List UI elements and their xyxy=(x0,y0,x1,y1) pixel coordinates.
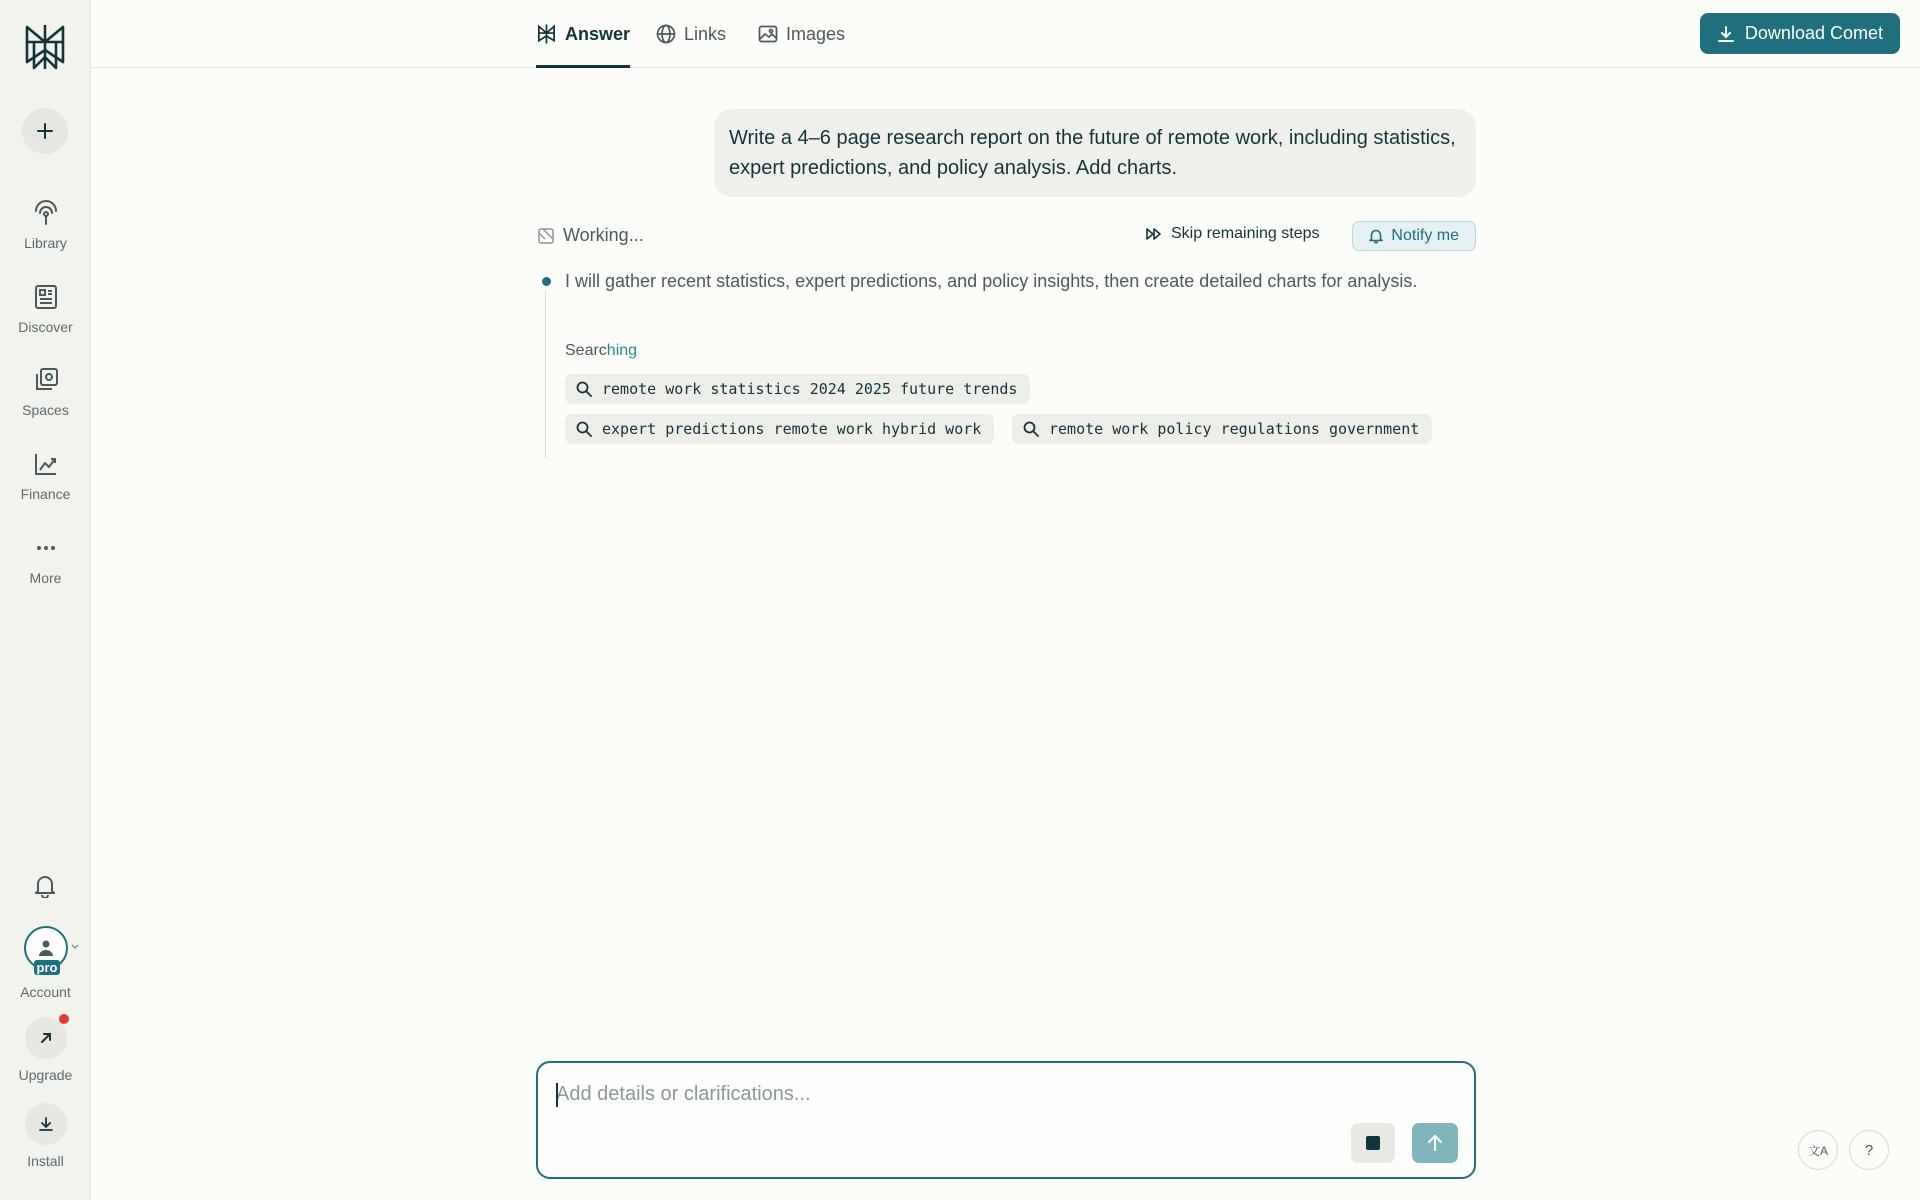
bell-icon xyxy=(1369,228,1383,244)
notifications-button[interactable] xyxy=(29,870,61,902)
discover-icon xyxy=(30,281,62,313)
library-icon xyxy=(30,197,62,229)
image-icon xyxy=(758,24,778,44)
download-icon xyxy=(1717,25,1735,43)
avatar xyxy=(24,926,68,975)
help-icon: ? xyxy=(1864,1141,1874,1159)
tab-label: Images xyxy=(786,23,846,44)
search-query-text: expert predictions remote work hybrid work xyxy=(602,420,982,438)
chevron-down-icon[interactable] xyxy=(70,942,80,952)
download-icon xyxy=(38,1116,54,1132)
pro-badge: pro xyxy=(34,960,61,975)
globe-icon xyxy=(656,24,676,44)
search-query-chip[interactable] xyxy=(1012,414,1432,444)
sidebar-item-more[interactable] xyxy=(0,532,91,586)
spaces-icon xyxy=(30,364,62,396)
search-query-text: remote work statistics 2024 2025 future trends xyxy=(602,380,1018,398)
sidebar-item-discover[interactable] xyxy=(0,281,91,335)
sidebar-item-spaces[interactable] xyxy=(0,364,91,418)
search-query-text: remote work policy regulations government xyxy=(1049,420,1420,438)
working-status xyxy=(537,225,644,246)
translate-button[interactable] xyxy=(1798,1130,1838,1170)
account-label: Account xyxy=(20,984,71,1000)
user-query: Write a 4–6 page research report on the future of remote work, including statistics, expert predictions, and policy analysis. Add charts. xyxy=(714,109,1476,197)
text-caret xyxy=(556,1083,558,1107)
status-row xyxy=(537,221,1476,251)
working-label: Working... xyxy=(563,225,644,245)
tab-images[interactable] xyxy=(758,0,845,68)
arrow-up-icon xyxy=(1427,1134,1443,1152)
bell-icon xyxy=(34,874,56,898)
sidebar xyxy=(0,0,91,1200)
searching-suffix: hing xyxy=(606,342,638,359)
sidebar-item-finance[interactable] xyxy=(0,448,91,502)
plus-icon xyxy=(35,121,55,141)
sidebar-item-label: Library xyxy=(24,235,67,251)
sidebar-item-library[interactable] xyxy=(0,197,91,251)
followup-input-box xyxy=(536,1061,1476,1179)
step-connector xyxy=(545,290,546,458)
download-label: Download Comet xyxy=(1744,23,1883,43)
top-bar xyxy=(91,0,1920,68)
stop-button[interactable] xyxy=(1351,1123,1395,1163)
search-icon xyxy=(1023,421,1039,437)
upgrade-label: Upgrade xyxy=(18,1067,73,1083)
answer-icon xyxy=(536,23,557,45)
install-circle xyxy=(25,1103,67,1145)
notify-label: Notify me xyxy=(1391,227,1459,244)
send-button[interactable] xyxy=(1412,1123,1458,1163)
install-label: Install xyxy=(27,1153,64,1169)
arrow-up-right-icon xyxy=(39,1031,53,1045)
upgrade-button[interactable] xyxy=(0,1017,91,1083)
account-button[interactable] xyxy=(0,926,91,1000)
user-icon xyxy=(37,939,55,957)
perplexity-logo-icon[interactable] xyxy=(22,22,68,72)
notification-dot xyxy=(59,1014,69,1024)
search-query-chip[interactable] xyxy=(565,374,1030,404)
step-description: I will gather recent statistics, expert predictions, and policy insights, then create detailed charts for analysis. xyxy=(565,271,1418,291)
search-icon xyxy=(576,421,592,437)
notify-me-button[interactable] xyxy=(1352,221,1476,251)
help-button[interactable] xyxy=(1849,1130,1889,1170)
download-comet-button[interactable] xyxy=(1700,13,1900,54)
tab-answer[interactable] xyxy=(536,0,630,68)
upgrade-circle xyxy=(25,1017,67,1059)
translate-icon: 文A xyxy=(1807,1143,1828,1158)
spinner-icon xyxy=(537,227,555,245)
skip-remaining-steps-button[interactable] xyxy=(1145,225,1320,243)
search-icon xyxy=(576,381,592,397)
tab-label: Links xyxy=(684,23,727,44)
stop-icon xyxy=(1366,1136,1380,1150)
more-icon xyxy=(30,532,62,564)
fast-forward-icon xyxy=(1145,227,1163,241)
finance-icon xyxy=(30,448,62,480)
sidebar-item-label: Finance xyxy=(20,486,71,502)
searching-prefix: Searc xyxy=(565,342,607,359)
skip-label: Skip remaining steps xyxy=(1171,225,1320,242)
step-dot xyxy=(542,277,551,286)
tab-links[interactable] xyxy=(656,0,726,68)
sidebar-item-label: Discover xyxy=(18,319,73,335)
search-query-chip[interactable] xyxy=(565,414,994,444)
install-button[interactable] xyxy=(0,1103,91,1169)
sidebar-item-label: More xyxy=(29,570,62,586)
searching-label xyxy=(565,342,637,360)
new-thread-button[interactable] xyxy=(22,108,68,154)
tab-label: Answer xyxy=(564,23,630,44)
sidebar-item-label: Spaces xyxy=(22,402,69,418)
followup-input[interactable] xyxy=(556,1077,1436,1111)
